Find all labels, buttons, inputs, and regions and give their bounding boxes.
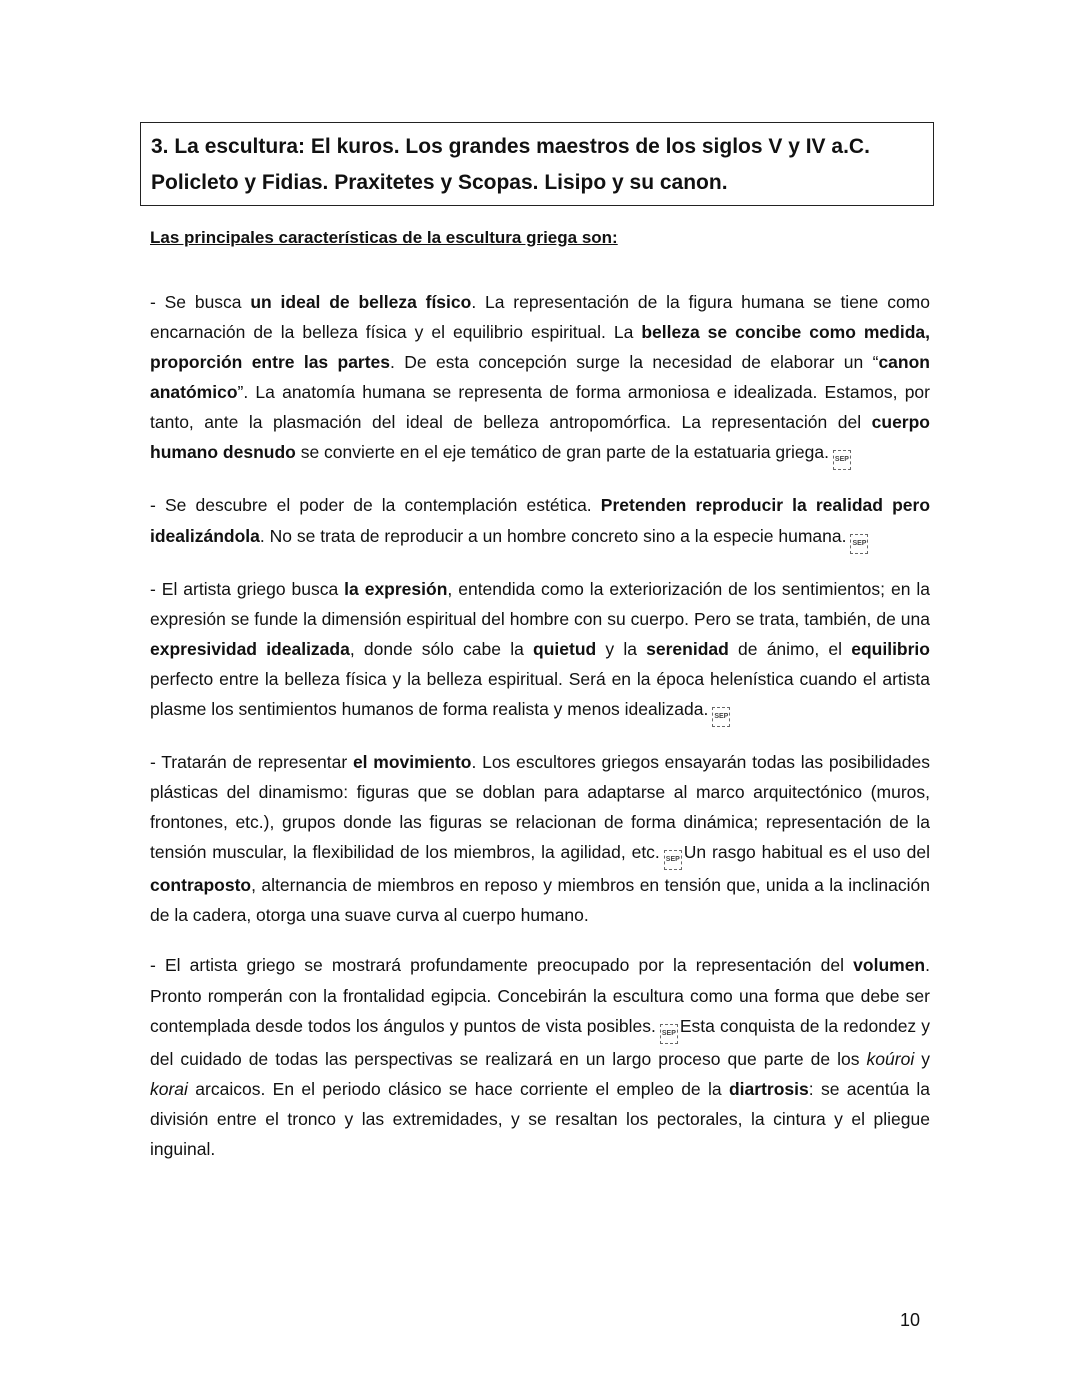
- separator-glyph-icon: SEP: [712, 707, 730, 727]
- paragraph-2: - Se descubre el poder de la contemplación estética. Pretenden reproducir la realidad pero idealizándola. No se trata de reproducir a un hombre concreto sino a la especie humana. SEP: [150, 490, 930, 553]
- separator-glyph-icon: SEP: [833, 450, 851, 470]
- subtitle: [150, 228, 618, 248]
- paragraph-5: - El artista griego se mostrará profundamente preocupado por la representación del volumen. Pronto romperán con la frontalidad egipcia. Concebirán la escultura como una forma que debe ser contemplada desde todos los ángulos y puntos de vista posibles. SEP Esta conquista de la redondez y del cuidado de todas las perspectivas se realizará en un largo proceso que parte de los koúroi y korai arcaicos. En el periodo clásico se hace corriente el empleo de la diartrosis: se acentúa la división entre el tronco y las extremidades, y se resaltan los pectorales, la cintura y el pliegue inguinal.: [150, 955, 931, 1159]
- separator-glyph-icon: SEP: [660, 1024, 678, 1044]
- section-title-line-1: 3. La escultura: El kuros. Los grandes maestros de los siglos V y IV a.C.: [151, 135, 870, 158]
- section-title-box: [140, 122, 934, 206]
- separator-glyph-icon: SEP: [664, 850, 682, 870]
- paragraph-3: - El artista griego busca la expresión, entendida como la exteriorización de los sentimientos; en la expresión se funde la dimensión espiritual del hombre con su cuerpo. Pero se trata, también, de una expresividad idealizada, donde sólo cabe la quietud y la serenidad de ánimo, el equilibrio perfecto entre la belleza física y la belleza espiritual. Será en la época helenística cuando el artista plasme los sentimientos humanos de forma realista y menos idealizada. SEP: [150, 574, 930, 727]
- subtitle-colon: :: [612, 228, 618, 247]
- separator-glyph-icon: SEP: [850, 534, 868, 554]
- section-title-line-2: Policleto y Fidias. Praxitetes y Scopas. Lisipo y su canon.: [151, 171, 728, 194]
- page-number: 10: [900, 1310, 921, 1330]
- paragraph-4: - Tratarán de representar el movimiento. Los escultores griegos ensayarán todas las posibilidades plásticas del dinamismo: figuras que se doblan para adaptarse al marco arquitectónico (muros, frontones, etc.), grupos donde las figuras se relacionan de forma dinámica; representación de la tensión muscular, la flexibilidad de los miembros, la agilidad, etc. SEP Un rasgo habitual es el uso del contraposto, alternancia de miembros en reposo y miembros en tensión que, unida a la inclinación de la cadera, otorga una suave curva al cuerpo humano.: [150, 751, 930, 926]
- paragraph-1: - Se busca un ideal de belleza físico. La representación de la figura humana se tiene como encarnación de la belleza física y el equilibrio espiritual. La belleza se concibe como medida, proporción entre las partes. De esta concepción surge la necesidad de elaborar un “canon anatómico”. La anatomía humana se representa de forma armoniosa e idealizada. Estamos, por tanto, ante la plasmación del ideal de belleza antropomórfica. La representación del cuerpo humano desnudo se convierte en el eje temático de gran parte de la estatuaria griega. SEP: [150, 287, 930, 470]
- content-body: [150, 287, 930, 1184]
- subtitle-text: Las principales características de la escultura griega son: [150, 228, 613, 247]
